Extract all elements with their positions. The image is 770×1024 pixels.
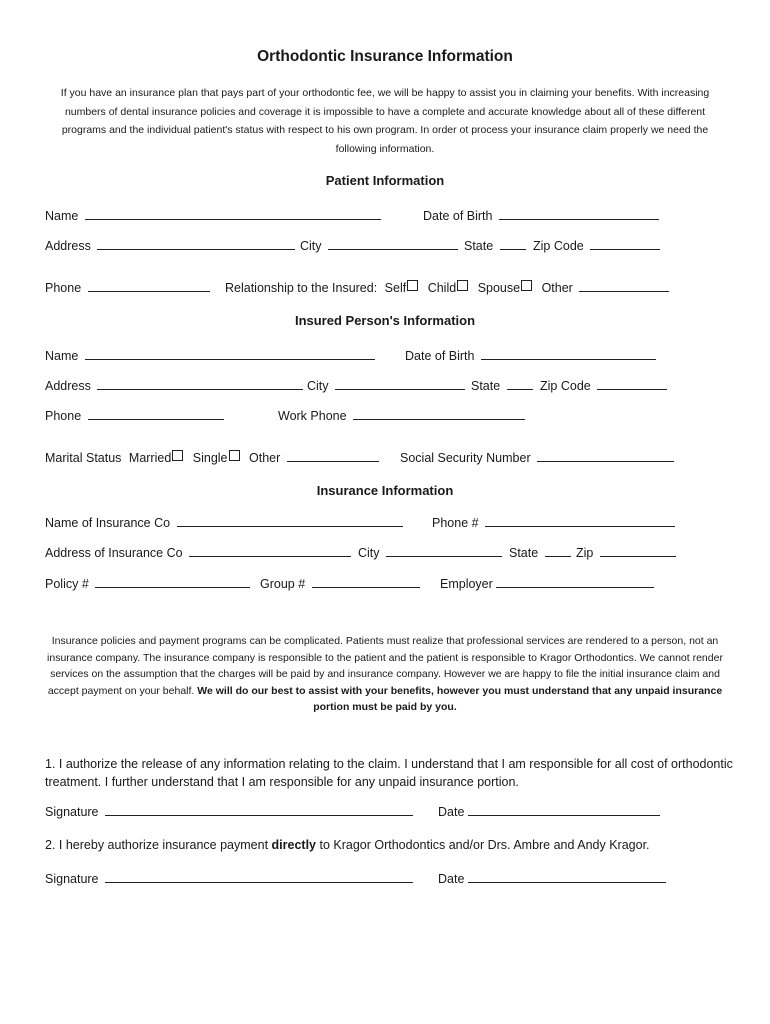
policy-row <box>45 575 250 591</box>
page-title: Orthodontic Insurance Information <box>257 48 513 65</box>
patient-zip-field[interactable] <box>590 237 660 250</box>
signature-1-label: Signature <box>45 805 99 819</box>
insurance-phone-field[interactable] <box>485 514 675 527</box>
self-label: Self <box>384 281 407 295</box>
insured-city-field[interactable] <box>335 377 465 390</box>
insured-state-field[interactable] <box>507 377 533 390</box>
relationship-row <box>225 279 669 295</box>
insured-work-phone-label: Work Phone <box>278 409 347 423</box>
patient-state-row <box>464 237 526 253</box>
authorization-item-1: 1. I authorize the release of any information relating to the claim. I understand that I am responsible for all cost of orthodontic treatment. I further understand that I am responsible for any unpaid insurance portion. <box>45 757 733 789</box>
insurance-city-field[interactable] <box>386 544 502 557</box>
insurance-phone-label: Phone # <box>432 516 479 530</box>
patient-zip-label: Zip Code <box>533 239 584 253</box>
date-1-label: Date <box>438 805 465 819</box>
insurance-zip-field[interactable] <box>600 544 676 557</box>
signature-2-field[interactable] <box>105 870 413 883</box>
insurance-state-row <box>509 544 571 560</box>
marital-status-row <box>45 449 379 465</box>
patient-zip-row <box>533 237 660 253</box>
single-checkbox[interactable] <box>229 450 240 461</box>
ssn-field[interactable] <box>537 449 674 462</box>
authorization-item-2 <box>45 836 735 854</box>
self-checkbox[interactable] <box>407 280 418 291</box>
insurance-notice <box>44 633 726 716</box>
item-2-prefix: 2. I hereby authorize insurance payment <box>45 838 272 852</box>
group-label: Group # <box>260 577 306 591</box>
patient-dob-row <box>423 207 659 223</box>
policy-label: Policy # <box>45 577 89 591</box>
insurance-zip-row <box>576 544 676 560</box>
insured-dob-field[interactable] <box>481 347 656 360</box>
insured-phone-label: Phone <box>45 409 82 423</box>
insurance-address-row <box>45 544 351 560</box>
insured-dob-row <box>405 347 656 363</box>
marital-other-field[interactable] <box>287 449 379 462</box>
child-label: Child <box>427 281 457 295</box>
insured-city-label: City <box>307 379 329 393</box>
patient-city-label: City <box>300 239 322 253</box>
insured-zip-field[interactable] <box>597 377 667 390</box>
patient-dob-field[interactable] <box>499 207 659 220</box>
insurance-company-label: Name of Insurance Co <box>45 516 171 530</box>
signature-2-label: Signature <box>45 872 99 886</box>
insurance-zip-label: Zip <box>576 546 594 560</box>
insurance-state-field[interactable] <box>545 544 571 557</box>
insured-name-label: Name <box>45 349 79 363</box>
date-2-row <box>438 870 666 886</box>
patient-city-field[interactable] <box>328 237 458 250</box>
patient-address-label: Address <box>45 239 91 253</box>
insurance-city-label: City <box>358 546 380 560</box>
spouse-label: Spouse <box>477 281 521 295</box>
insurance-address-label: Address of Insurance Co <box>45 546 183 560</box>
group-field[interactable] <box>312 575 420 588</box>
patient-name-row <box>45 207 381 223</box>
patient-phone-row <box>45 279 210 295</box>
insured-section-heading: Insured Person's Information <box>294 313 476 328</box>
patient-section-heading: Patient Information <box>325 173 445 188</box>
insurance-address-field[interactable] <box>189 544 351 557</box>
insured-address-label: Address <box>45 379 91 393</box>
patient-phone-field[interactable] <box>88 279 210 292</box>
single-label: Single <box>192 451 228 465</box>
insured-name-row <box>45 347 375 363</box>
insured-work-phone-row <box>278 407 525 423</box>
married-checkbox[interactable] <box>172 450 183 461</box>
insured-phone-row <box>45 407 224 423</box>
group-row <box>260 575 420 591</box>
item-2-bold: directly <box>271 838 316 852</box>
date-1-field[interactable] <box>468 803 660 816</box>
item-2-suffix: to Kragor Orthodontics and/or Drs. Ambre and Andy Kragor. <box>316 838 650 852</box>
insured-dob-label: Date of Birth <box>405 349 475 363</box>
patient-address-row <box>45 237 295 253</box>
insured-state-row <box>471 377 533 393</box>
insured-name-field[interactable] <box>85 347 375 360</box>
insured-work-phone-field[interactable] <box>353 407 525 420</box>
insured-zip-label: Zip Code <box>540 379 591 393</box>
married-label: Married <box>128 451 172 465</box>
patient-dob-label: Date of Birth <box>423 209 493 223</box>
insured-state-label: State <box>471 379 501 393</box>
patient-name-label: Name <box>45 209 79 223</box>
relationship-other-label: Other <box>541 281 573 295</box>
signature-2-row <box>45 870 413 886</box>
policy-field[interactable] <box>95 575 250 588</box>
date-1-row <box>438 803 660 819</box>
insured-zip-row <box>540 377 667 393</box>
date-2-field[interactable] <box>468 870 666 883</box>
patient-city-row <box>300 237 458 253</box>
insurance-city-row <box>358 544 502 560</box>
relationship-label: Relationship to the Insured: <box>225 281 378 295</box>
patient-name-field[interactable] <box>85 207 381 220</box>
spouse-checkbox[interactable] <box>521 280 532 291</box>
patient-phone-label: Phone <box>45 281 82 295</box>
insured-address-row <box>45 377 303 393</box>
signature-1-row <box>45 803 413 819</box>
insurance-phone-row <box>432 514 675 530</box>
insured-phone-field[interactable] <box>88 407 224 420</box>
insured-address-field[interactable] <box>97 377 303 390</box>
employer-label: Employer <box>440 577 493 591</box>
employer-row <box>440 575 654 591</box>
date-2-label: Date <box>438 872 465 886</box>
insured-city-row <box>307 377 465 393</box>
insurance-state-label: State <box>509 546 539 560</box>
ssn-row <box>400 449 674 465</box>
insurance-company-field[interactable] <box>177 514 403 527</box>
notice-text: Insurance policies and payment programs can be complicated. Patients must realize that professional services are rendered to a person, not an insurance company. The insurance company is responsible to the patient and the patient is responsible to Kragor Orthodontics. We cannot render services on the assumption that the charges will be paid by and insurance company. However we are happy to file the initial insurance claim and accept payment on your behalf. <box>47 635 723 697</box>
insurance-company-row <box>45 514 403 530</box>
insurance-section-heading: Insurance Information <box>316 483 454 498</box>
notice-bold-text: We will do our best to assist with your benefits, however you must understand that any unpaid insurance portion must be paid by you. <box>197 684 723 713</box>
patient-address-field[interactable] <box>97 237 295 250</box>
intro-paragraph: If you have an insurance plan that pays part of your orthodontic fee, we will be happy to assist you in claiming your benefits. With increasing numbers of dental insurance policies and coverage it is impossible to have a complete and accurate knowledge about all of these different programs and the individual patient's status with respect to his own program. In order ot process your insurance claim properly we need the following information. <box>60 87 710 155</box>
employer-field[interactable] <box>496 575 654 588</box>
patient-state-field[interactable] <box>500 237 526 250</box>
signature-1-field[interactable] <box>105 803 413 816</box>
relationship-other-field[interactable] <box>579 279 669 292</box>
patient-state-label: State <box>464 239 494 253</box>
marital-status-label: Marital Status <box>45 451 122 465</box>
child-checkbox[interactable] <box>457 280 468 291</box>
marital-other-label: Other <box>249 451 281 465</box>
ssn-label: Social Security Number <box>400 451 531 465</box>
